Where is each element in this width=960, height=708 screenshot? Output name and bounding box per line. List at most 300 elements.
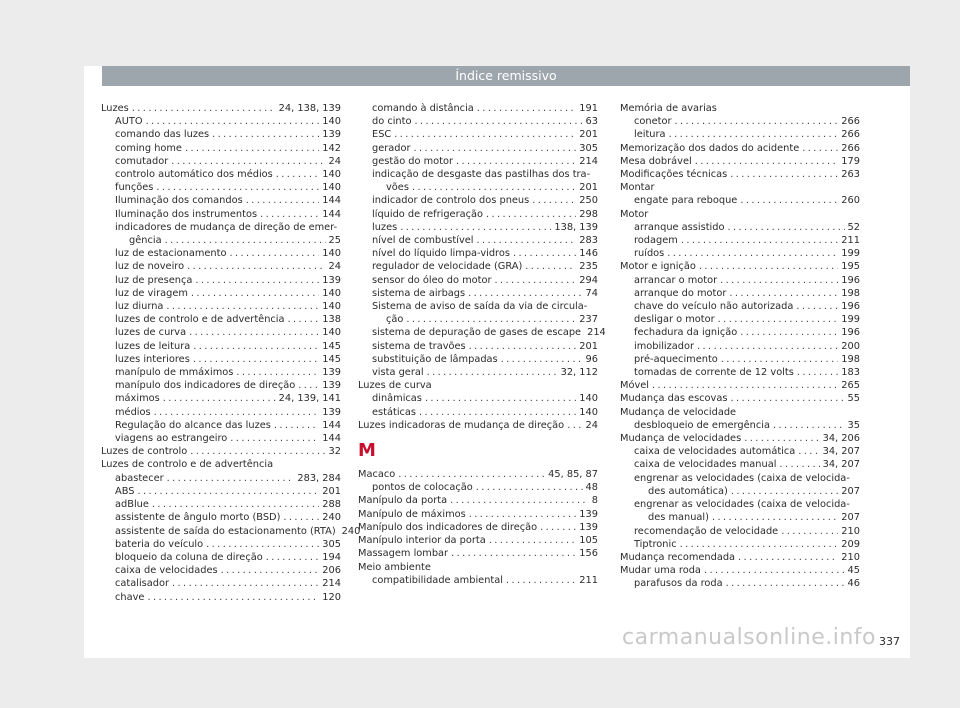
index-term: luz de presença (115, 274, 193, 286)
index-entry (358, 468, 598, 481)
page-reference: 145 (322, 340, 341, 352)
dot-leader (567, 419, 582, 432)
index-term: luz de estacionamento (115, 248, 227, 260)
index-entry (358, 547, 598, 560)
dot-leader (796, 300, 838, 313)
index-term: arrancar o motor (634, 274, 718, 286)
index-term: desligar o motor (634, 314, 715, 326)
dot-leader (740, 194, 838, 207)
dot-leader (495, 274, 577, 287)
page-reference: 196 (841, 327, 860, 339)
dot-leader (773, 419, 845, 432)
index-entry (101, 366, 341, 379)
dot-leader (189, 326, 319, 339)
index-term: Macaco (358, 469, 396, 481)
page-reference: 8 (591, 495, 598, 507)
page-reference: 46 (847, 578, 860, 590)
index-entry (620, 577, 860, 590)
dot-leader (414, 142, 577, 155)
dot-leader (730, 168, 838, 181)
index-term: gestão do motor (372, 155, 454, 167)
index-term: controlo automático dos médios (115, 169, 273, 181)
dot-leader (400, 221, 551, 234)
index-term: luz de viragem (115, 287, 188, 299)
index-heading: Meio ambiente (358, 561, 431, 573)
index-column-2 (358, 102, 606, 587)
index-term: máximos (115, 393, 160, 405)
index-term: manípulo dos indicadores de direção (115, 380, 296, 392)
page-reference: 265 (841, 380, 860, 392)
page-reference: 105 (579, 535, 598, 547)
dot-leader (699, 260, 838, 273)
page-reference: 288 (322, 499, 341, 511)
index-term: sistema de airbags (372, 287, 466, 299)
index-term: luzes de curva (115, 327, 187, 339)
index-term: Iluminação dos comandos (115, 195, 243, 207)
index-term: Mudança das escovas (620, 393, 728, 405)
index-entry (358, 419, 598, 432)
page-reference: 201 (322, 485, 341, 497)
dot-leader (695, 155, 839, 168)
index-term: rodagem (634, 235, 678, 247)
index-term: dinâmicas (372, 393, 422, 405)
dot-leader (667, 247, 838, 260)
index-term: substituição de lâmpadas (372, 353, 498, 365)
index-term: Mesa dobrável (620, 155, 692, 167)
index-term: Manípulo dos indicadores de direção (358, 521, 538, 533)
index-entry (101, 247, 341, 260)
dot-leader (740, 326, 838, 339)
page-reference: 207 (841, 485, 860, 497)
page-reference: 206 (322, 565, 341, 577)
dot-leader (506, 574, 576, 587)
dot-leader (137, 485, 319, 498)
index-entry (620, 538, 860, 551)
index-term: imobilizador (634, 340, 695, 352)
dot-leader (501, 353, 583, 366)
dot-leader (165, 234, 326, 247)
dot-leader (731, 485, 838, 498)
page-reference: 140 (322, 169, 341, 181)
dot-leader (738, 551, 838, 564)
index-term: caixa de velocidades (115, 565, 218, 577)
index-entry (101, 485, 341, 498)
dot-leader (798, 445, 819, 458)
dot-leader (163, 392, 276, 405)
index-heading: indicadores de mudança de direção de emer- (115, 221, 338, 233)
dot-leader (669, 128, 839, 141)
page-reference: 294 (579, 274, 598, 286)
index-term: Massagem lombar (358, 548, 449, 560)
page-reference: 240 (341, 525, 361, 537)
dot-leader (489, 534, 577, 547)
index-entry (620, 260, 860, 273)
index-entry (620, 115, 860, 128)
section-title: Índice remissivo (455, 68, 557, 83)
index-heading: Motor (620, 208, 649, 220)
index-entry (620, 511, 860, 524)
dot-leader (468, 287, 582, 300)
index-entry (620, 353, 860, 366)
page-reference: 34, 207 (822, 446, 860, 458)
dot-leader (540, 521, 576, 534)
page-reference: 283, 284 (297, 472, 341, 484)
page-reference: 200 (841, 340, 860, 352)
dot-leader (283, 511, 319, 524)
page-reference: 139 (322, 129, 341, 141)
page-number: 337 (879, 635, 900, 648)
dot-leader (236, 366, 319, 379)
dot-leader (212, 128, 319, 141)
page-reference: 96 (585, 353, 598, 365)
index-heading: Luzes de controlo e de advertência (101, 459, 274, 471)
page-reference: 140 (579, 406, 598, 418)
index-term: caixa de velocidades manual (634, 459, 777, 471)
index-term: Modificações técnicas (620, 169, 728, 181)
dot-leader (414, 115, 582, 128)
page-reference: 146 (579, 248, 598, 260)
dot-leader (681, 234, 838, 247)
index-term: nível de combustível (372, 235, 474, 247)
index-entry (620, 168, 860, 181)
index-term: vões (386, 182, 409, 194)
index-entry (358, 155, 598, 168)
section-header (102, 66, 910, 86)
index-entry (358, 313, 598, 326)
index-entry (358, 102, 598, 115)
index-entry (358, 142, 598, 155)
index-entry (358, 115, 598, 128)
dot-leader (779, 458, 819, 471)
index-term: assistente de ângulo morto (BSD) (115, 512, 281, 524)
index-entry (101, 591, 341, 604)
index-entry (101, 128, 341, 141)
dot-leader (652, 379, 838, 392)
page-reference: 48 (585, 482, 598, 494)
dot-leader (230, 432, 319, 445)
dot-leader (288, 313, 320, 326)
index-heading: Sistema de aviso de saída da via de circula- (372, 301, 588, 313)
dot-leader (718, 313, 839, 326)
dot-leader (712, 511, 838, 524)
index-term: sistema de travões (372, 340, 466, 352)
dot-leader (276, 168, 320, 181)
index-term: chave do veículo não autorizada (634, 301, 794, 313)
page-reference: 34, 207 (822, 459, 860, 471)
page-reference: 138, 139 (554, 221, 598, 233)
dot-leader (394, 128, 576, 141)
index-entry (101, 313, 341, 326)
index-term: Mudar uma roda (620, 565, 701, 577)
page-reference: 145 (322, 353, 341, 365)
dot-leader (195, 274, 319, 287)
index-term: arranque assistido (634, 221, 725, 233)
index-term: desbloqueio de emergência (634, 419, 770, 431)
page-reference: 250 (579, 195, 598, 207)
index-entry (101, 445, 341, 458)
index-term: AUTO (115, 116, 143, 128)
index-entry (358, 340, 598, 353)
dot-leader (193, 340, 319, 353)
index-entry (101, 564, 341, 577)
index-heading: Montar (620, 182, 655, 194)
index-entry (620, 445, 860, 458)
dot-leader (274, 419, 319, 432)
dot-leader (476, 481, 583, 494)
index-column-3 (620, 102, 860, 591)
dot-leader (152, 498, 319, 511)
index-term: assistente de saída do estacionamento (RTA) (115, 525, 336, 537)
index-entry (101, 511, 341, 524)
index-entry (101, 300, 341, 313)
index-entry (101, 432, 341, 445)
index-entry (620, 274, 860, 287)
index-entry (358, 508, 598, 521)
index-term: Iluminação dos instrumentos (115, 208, 258, 220)
index-entry (620, 300, 860, 313)
index-entry (101, 287, 341, 300)
page-reference: 199 (841, 314, 860, 326)
index-term: ABS (115, 485, 135, 497)
index-entry (101, 525, 361, 538)
page-reference: 142 (322, 142, 341, 154)
index-term: arranque do motor (634, 287, 727, 299)
index-term: pré-aquecimento (634, 353, 718, 365)
page-reference: 183 (841, 367, 860, 379)
page-reference: 263 (841, 169, 860, 181)
page-reference: 156 (579, 548, 598, 560)
dot-leader (720, 274, 838, 287)
index-heading: indicação de desgaste das pastilhas dos tra- (372, 169, 591, 181)
index-entry (101, 326, 341, 339)
dot-leader (721, 353, 839, 366)
page-reference: 25 (328, 235, 341, 247)
index-entry (620, 221, 860, 234)
index-term: coming home (115, 142, 182, 154)
dot-leader (187, 260, 325, 273)
index-term: leitura (634, 129, 666, 141)
page-reference: 24, 138, 139 (278, 103, 341, 114)
page-reference: 214 (322, 578, 341, 590)
page-reference: 140 (322, 301, 341, 313)
index-entry (620, 155, 860, 168)
page-reference: 201 (579, 340, 598, 352)
dot-leader (469, 508, 577, 521)
index-term: pontos de colocação (372, 482, 473, 494)
page-reference: 140 (322, 116, 341, 128)
page-reference: 237 (579, 314, 598, 326)
dot-leader (730, 392, 844, 405)
index-entry (620, 247, 860, 260)
dot-leader (185, 142, 319, 155)
dot-leader (697, 340, 838, 353)
index-entry (620, 142, 860, 155)
index-entry (101, 142, 341, 155)
index-term: gência (129, 235, 162, 247)
index-entry (358, 221, 598, 234)
index-entry (358, 287, 598, 300)
page-reference: 120 (322, 591, 341, 603)
index-entry (358, 366, 598, 379)
page-reference: 210 (841, 525, 860, 537)
index-entry (620, 128, 860, 141)
index-term: médios (115, 406, 151, 418)
index-entry (620, 379, 860, 392)
index-term: Memorização dos dados do acidente (620, 142, 800, 154)
index-entry (101, 577, 341, 590)
dot-leader (477, 234, 577, 247)
index-term: luz diurna (115, 301, 164, 313)
page-reference: 138 (322, 314, 341, 326)
dot-leader (802, 142, 838, 155)
page-reference: 24 (585, 419, 598, 431)
page-reference: 144 (322, 208, 341, 220)
dot-leader (190, 445, 325, 458)
dot-leader (193, 353, 319, 366)
index-term: nível do líquido limpa-vidros (372, 248, 510, 260)
dot-leader (469, 340, 577, 353)
index-term: Mudança recomendada (620, 551, 736, 563)
dot-leader (221, 564, 320, 577)
index-term: comando das luzes (115, 129, 210, 141)
index-term: Mudança de velocidades (620, 433, 742, 445)
index-entry (358, 481, 598, 494)
index-term: bloqueio da coluna de direção (115, 551, 263, 563)
index-term: fechadura da ignição (634, 327, 738, 339)
index-term: gerador (372, 142, 411, 154)
dot-leader (229, 247, 319, 260)
page-reference: 266 (841, 142, 860, 154)
index-entry (358, 574, 598, 587)
index-entry (620, 287, 860, 300)
page-reference: 260 (841, 195, 860, 207)
page-reference: 139 (322, 367, 341, 379)
dot-leader (781, 525, 838, 538)
index-entry (101, 181, 341, 194)
page-reference: 214 (579, 155, 598, 167)
page-reference: 196 (841, 301, 860, 313)
page-reference: 52 (847, 221, 860, 233)
dot-leader (406, 313, 576, 326)
index-term: funções (115, 182, 154, 194)
index-entry (620, 419, 860, 432)
dot-leader (419, 406, 576, 419)
index-entry (620, 326, 860, 339)
index-term: do cinto (372, 116, 412, 128)
dot-leader (456, 155, 576, 168)
page-reference: 194 (322, 551, 341, 563)
page-reference: 191 (579, 103, 598, 114)
index-term: luzes de leitura (115, 340, 191, 352)
page-reference: 211 (841, 235, 860, 247)
page-reference: 209 (841, 538, 860, 550)
index-heading: Luzes de curva (358, 380, 432, 392)
page-reference: 45, 85, 87 (548, 469, 598, 481)
index-entry (101, 406, 341, 419)
index-heading: engrenar as velocidades (caixa de velocida- (634, 472, 850, 484)
dot-leader (191, 287, 319, 300)
index-term: sistema de depuração de gases de escape (372, 327, 582, 339)
index-term: Móvel (620, 380, 649, 392)
index-entry (101, 260, 341, 273)
index-term: Luzes indicadoras de mudança de direção (358, 419, 565, 431)
page-reference: 201 (579, 182, 598, 194)
index-entry (101, 274, 341, 287)
index-term: luzes de controlo e de advertência (115, 314, 285, 326)
dot-leader (726, 577, 845, 590)
dot-leader (147, 591, 319, 604)
page-reference: 55 (847, 393, 860, 405)
index-entry (620, 432, 860, 445)
index-term: Motor e ignição (620, 261, 696, 273)
index-term: des automática) (648, 485, 728, 497)
index-heading: engrenar as velocidades (caixa de velocida- (634, 499, 850, 511)
index-entry (620, 564, 860, 577)
index-entry (358, 534, 598, 547)
index-entry (101, 340, 341, 353)
dot-leader (477, 102, 577, 115)
page-reference: 266 (841, 116, 860, 128)
index-term: manípulo de mmáximos (115, 367, 234, 379)
dot-leader (486, 208, 576, 221)
index-term: viagens ao estrangeiro (115, 433, 228, 445)
index-term: des manual) (648, 512, 709, 524)
dot-leader (451, 547, 576, 560)
index-entry (620, 392, 860, 405)
index-entry (101, 194, 341, 207)
index-entry (358, 521, 598, 534)
dot-leader (206, 538, 319, 551)
dot-leader (298, 379, 319, 392)
index-entry (101, 115, 341, 128)
index-entry (101, 498, 341, 511)
index-entry (101, 234, 341, 247)
page-reference: 198 (841, 287, 860, 299)
dot-leader (167, 472, 295, 485)
page-reference: 32 (328, 446, 341, 458)
index-entry (358, 353, 598, 366)
dot-leader (171, 155, 325, 168)
page-reference: 305 (322, 538, 341, 550)
index-column-1 (101, 102, 361, 604)
dot-leader (154, 406, 320, 419)
page-reference: 305 (579, 142, 598, 154)
page-reference: 144 (322, 419, 341, 431)
index-entry (620, 366, 860, 379)
dot-leader (156, 181, 319, 194)
page-reference: 211 (579, 574, 598, 586)
index-entry (620, 458, 860, 471)
page-reference: 139 (322, 406, 341, 418)
page-reference: 240 (322, 512, 341, 524)
index-term: sensor do óleo do motor (372, 274, 492, 286)
index-term: tomadas de corrente de 12 volts (634, 367, 794, 379)
page-reference: 24 (328, 261, 341, 273)
index-term: abastecer (115, 472, 164, 484)
page-reference: 139 (322, 274, 341, 286)
dot-leader (532, 194, 576, 207)
index-entry (358, 326, 606, 339)
page-reference: 198 (841, 353, 860, 365)
index-entry (358, 392, 598, 405)
page-reference: 140 (322, 327, 341, 339)
index-term: adBlue (115, 499, 149, 511)
page-reference: 24, 139, 141 (278, 393, 341, 405)
index-term: Manípulo interior da porta (358, 535, 486, 547)
index-term: comutador (115, 155, 169, 167)
dot-leader (704, 564, 845, 577)
index-term: vista geral (372, 367, 424, 379)
